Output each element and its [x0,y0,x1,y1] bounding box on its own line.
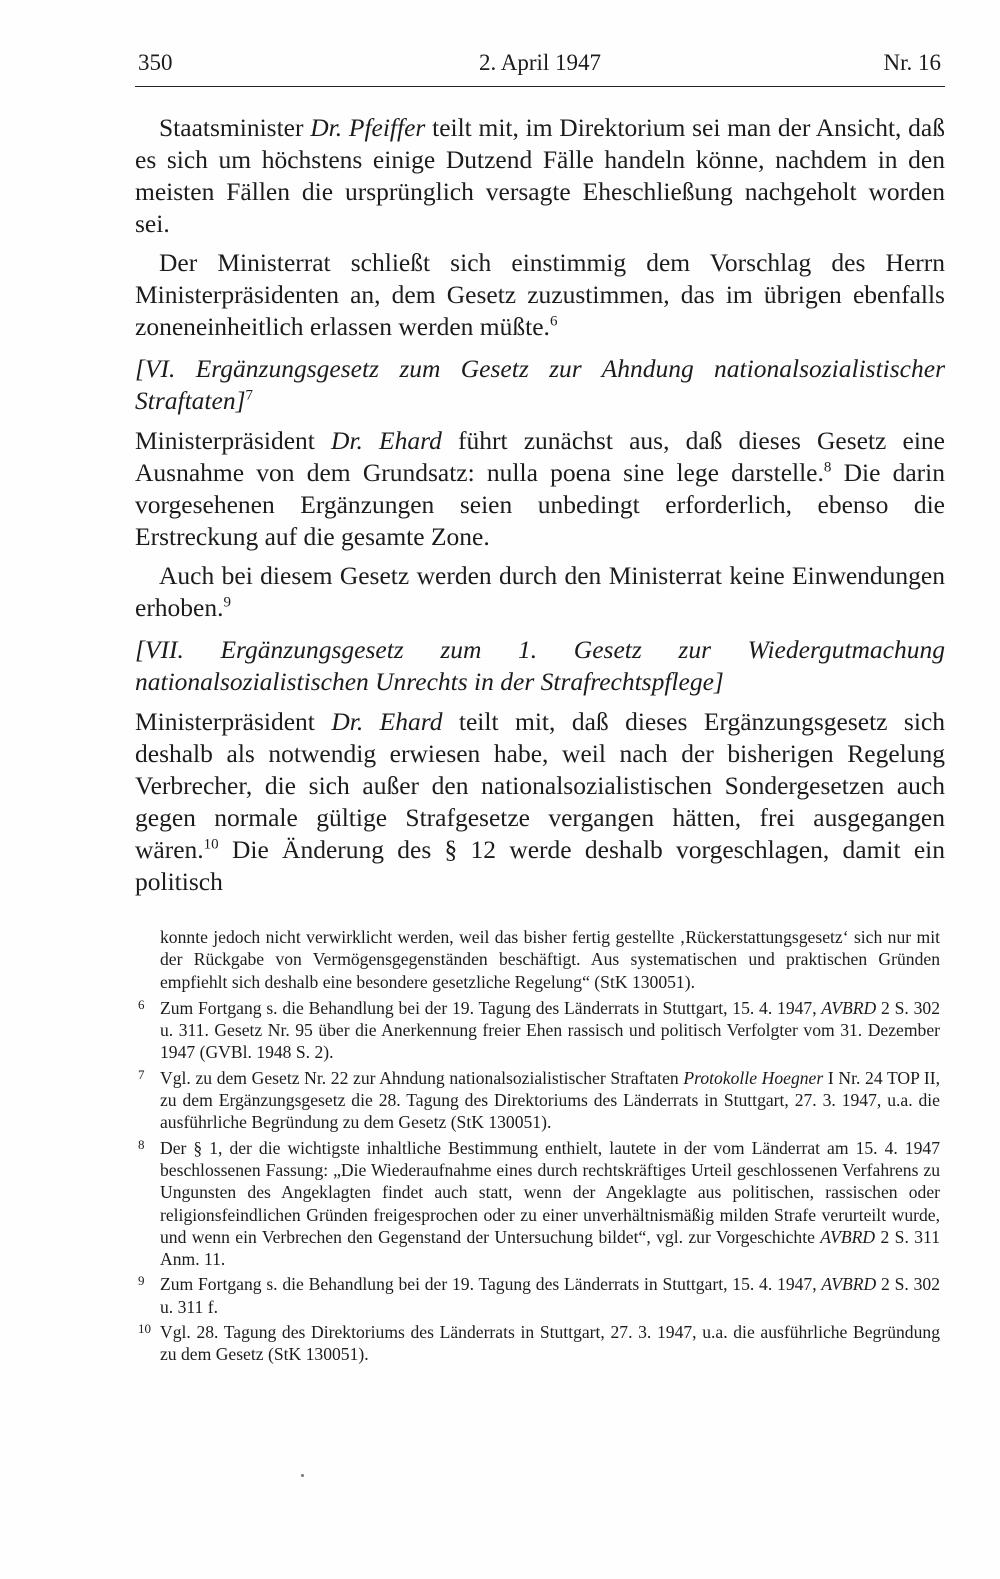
running-header [135,46,945,87]
footnote-continuation: konnte jedoch nicht verwirklicht werden, weil das bisher fertig gestellte ‚Rückerstattungsgesetz‘ sich nur mit der Rückgabe von Vermögensgegenständen beschäftigt. Aus systematischen und praktischen Gründen empfiehlt sich deshalb eine besondere gesetzliche Regelung“ (StK 130051). [160,927,940,992]
paragraph-pfeiffer [135,112,945,240]
text-run: Vgl. zu dem Gesetz Nr. 22 zur Ahndung nationalsozialistischer Straftaten [160,1067,684,1088]
footnote-9 [138,1273,940,1318]
text-run: teilt mit, daß dieses Ergänzungsgesetz sich deshalb als notwendig erwiesen habe, weil nach der bisherigen Regelung Verbrecher, die sich außer den nationalsozialistischen Sondergesetzen auch gegen normale gültige Strafgesetze vergangen hätten, frei ausgegangen wären. [135,707,945,864]
text-run: Die Änderung des § 12 werde deshalb vorgeschlagen, damit ein politisch [135,835,945,896]
issue-number: Nr. 16 [883,50,941,75]
header-date: 2. April 1947 [478,50,602,75]
section-heading-vii [135,634,945,698]
footnote-ref: 6 [549,313,558,330]
citation-title: AVBRD [821,1274,877,1295]
footnote-ref: 10 [203,836,219,853]
text-run: I Nr. 24 TOP II, zu dem Ergänzungsgesetz die 28. Tagung des Direktoriums des Länderrats in Stuttgart, 27. 3. 1947, u.a. die ausführliche Begründung zu dem Gesetz (StK 130051). [160,1067,940,1133]
footnote-ref: 9 [223,594,232,611]
citation-title: AVBRD [821,997,877,1018]
text-run: 2 S. 311 Anm. 11. [160,1226,940,1270]
text-run: Die darin vorgesehenen Ergänzungen seien unbedingt erforderlich, ebenso die Erstreckung auf die gesamte Zone. [135,458,945,551]
text-run: führt zunächst aus, daß dieses Gesetz eine Ausnahme von dem Grundsatz: nulla poena sine lege darstelle. [135,426,945,487]
main-text [135,112,945,898]
footnote-text [160,1137,940,1271]
footnote-number: 6 [138,996,145,1012]
paragraph-ministerrat-decision [135,247,945,343]
speaker-name: Dr. Pfeiffer [310,113,426,142]
text-run: 2 S. 302 u. 311 f. [160,1274,940,1317]
footnote-6 [138,997,940,1064]
footnote-10 [138,1321,940,1366]
footnote-number: 8 [138,1136,145,1152]
footnote-text [160,1067,940,1134]
page-number: 350 [138,50,173,75]
footnote-ref: 8 [823,459,832,476]
paragraph-ehard-vi [135,425,945,553]
citation-title: Protokolle Hoegner [683,1067,824,1088]
footnote-text [160,997,940,1064]
print-speck [301,1474,304,1477]
footnote-7 [138,1067,940,1134]
speaker-name: Dr. Ehard [331,707,443,736]
heading-text: [VI. Ergänzungsgesetz zum Gesetz zur Ahndung nationalsozialistischer Straftaten] [135,354,945,415]
text-run: Der § 1, der die wichtigste inhaltliche Bestimmung enthielt, lautete in der vom Länderrat am 15. 4. 1947 beschlossenen Fassung: „Die Wiederaufnahme eines durch rechtskräftiges Urteil geschlossenen Verfahrens zu Ungunsten des Angeklagten findet auch statt, wenn der Angeklagte aus politischen, rassischen oder religionsfeindlichen Gründen freigesprochen oder zu einer unverhältnismäßig milden Strafe verurteilt wurde, und wenn ein Verbrechen den Gegenstand der Untersuchung bildet“, vgl. zur Vorgeschichte [160,1137,940,1247]
footnote-number: 10 [138,1321,151,1337]
footnote-number: 7 [138,1066,145,1082]
text-run: Staatsminister [159,113,311,142]
text-run: Der Ministerrat schließt sich einstimmig dem Vorschlag des Herrn Ministerpräsidenten an, dem Gesetz zuzustimmen, das im übrigen ebenfalls zoneneinheitlich erlassen werden müßte. [135,248,945,341]
citation-title: AVBRD [820,1226,876,1247]
text-run: 2 S. 302 u. 311. Gesetz Nr. 95 über die Anerkennung freier Ehen rassisch und politisch Verfolgter vom 31. Dezember 1947 (GVBl. 1948 S. 2). [160,997,940,1063]
section-heading-vi [135,353,945,417]
text-run: Ministerpräsident [135,426,332,455]
footnotes [138,926,940,1369]
footnote-number: 9 [138,1273,145,1289]
text-run: Zum Fortgang s. die Behandlung bei der 19. Tagung des Länderrats in Stuttgart, 15. 4. 1947, [160,1274,822,1295]
text-run: Ministerpräsident [135,707,332,736]
heading-text: [VII. Ergänzungsgesetz zum 1. Gesetz zur Wiedergutmachung nationalsozialistischen Unrechts in der Strafrechtspflege] [135,635,945,696]
text-run: Zum Fortgang s. die Behandlung bei der 19. Tagung des Länderrats in Stuttgart, 15. 4. 1947, [160,997,822,1018]
text-run: Auch bei diesem Gesetz werden durch den Ministerrat keine Einwendungen erhoben. [135,561,945,622]
footnote-text: Vgl. 28. Tagung des Direktoriums des Länderrats in Stuttgart, 27. 3. 1947, u.a. die ausführliche Begründung zu dem Gesetz (StK 130051). [160,1322,940,1365]
paragraph-ehard-vii [135,706,945,898]
footnote-ref: 7 [245,387,254,404]
speaker-name: Dr. Ehard [331,426,442,455]
footnote-8 [138,1137,940,1271]
text-run: teilt mit, im Direktorium sei man der Ansicht, daß es sich um höchstens einige Dutzend Fälle handeln könne, nachdem in den meisten Fällen die ursprünglich versagte Eheschließung nachgeholt worden sei. [135,113,945,238]
footnote-text [160,1273,940,1318]
paragraph-no-objections [135,560,945,624]
